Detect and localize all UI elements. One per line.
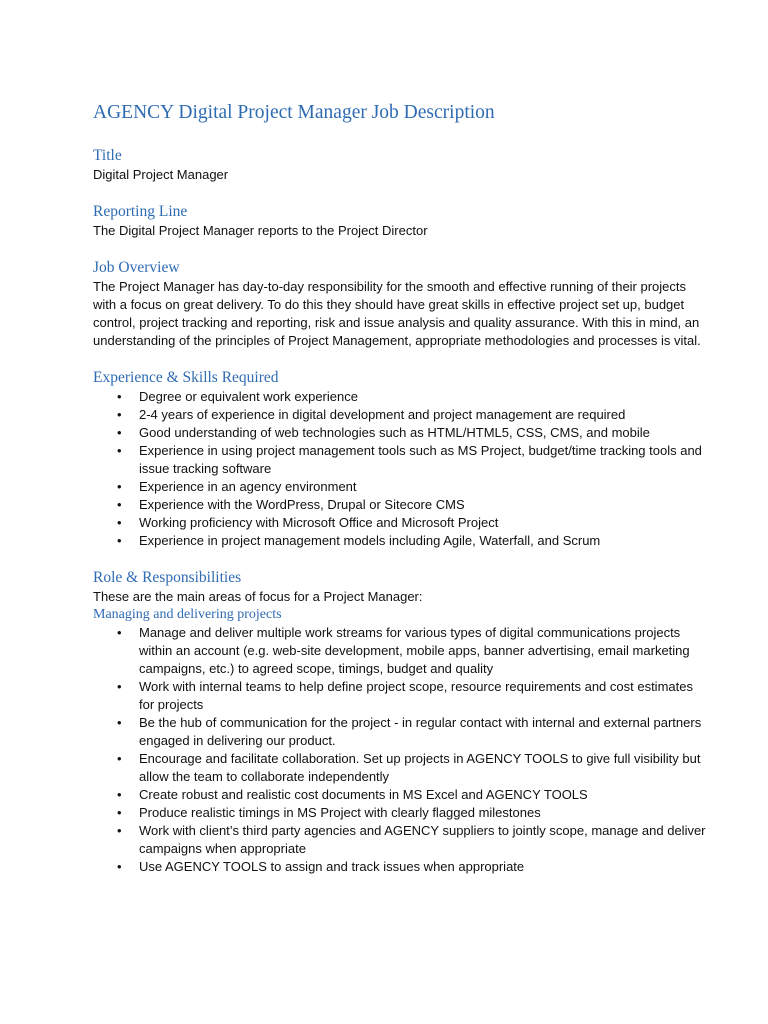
list-item xyxy=(93,786,708,804)
section-reporting-line xyxy=(93,202,708,240)
list-item xyxy=(93,406,708,424)
list-item-text: Work with internal teams to help define project scope, resource requirements and cost estimates for projects xyxy=(139,679,693,712)
list-item-text: Good understanding of web technologies such as HTML/HTML5, CSS, CMS, and mobile xyxy=(139,425,650,440)
list-item-text: Experience in an agency environment xyxy=(139,479,357,494)
list-item xyxy=(93,714,708,750)
bullet-icon: • xyxy=(117,515,122,530)
bullet-icon: • xyxy=(117,625,122,640)
bullet-icon: • xyxy=(117,805,122,820)
section-role-responsibilities xyxy=(93,568,708,876)
list-item xyxy=(93,442,708,478)
list-item-text: Create robust and realistic cost documents in MS Excel and AGENCY TOOLS xyxy=(139,787,588,802)
section-text-job-overview: The Project Manager has day-to-day responsibility for the smooth and effective running of their projects with a focus on great delivery. To do this they should have great skills in effective project set up, budget control, project tracking and reporting, risk and issue analysis and quality assurance. With this in mind, an understanding of the principles of Project Management, appropriate methodologies and processes is vital. xyxy=(93,279,701,348)
list-item xyxy=(93,750,708,786)
section-heading-experience-skills: Experience & Skills Required xyxy=(93,369,279,386)
bullet-icon: • xyxy=(117,479,122,494)
list-item xyxy=(93,532,708,550)
section-heading-reporting-line: Reporting Line xyxy=(93,203,188,220)
bullet-icon: • xyxy=(117,679,122,694)
list-item xyxy=(93,478,708,496)
bullet-icon: • xyxy=(117,715,122,730)
list-item-text: Experience in using project management tools such as MS Project, budget/time tracking tools and issue tracking software xyxy=(139,443,702,476)
bullet-icon: • xyxy=(117,497,122,512)
bullet-icon: • xyxy=(117,787,122,802)
list-item-text: Experience in project management models including Agile, Waterfall, and Scrum xyxy=(139,533,601,548)
list-item-text: Manage and deliver multiple work streams for various types of digital communications projects within an account (e.g. web-site development, mobile apps, banner advertising, email marketing campaigns, etc.) to agreed scope, timings, budget and quality xyxy=(139,625,690,676)
section-heading-title: Title xyxy=(93,147,122,164)
bullet-icon: • xyxy=(117,859,122,874)
bullet-icon: • xyxy=(117,389,122,404)
list-item xyxy=(93,678,708,714)
section-text-title: Digital Project Manager xyxy=(93,167,229,182)
list-item-text: Degree or equivalent work experience xyxy=(139,389,358,404)
section-title xyxy=(93,146,708,184)
section-heading-job-overview: Job Overview xyxy=(93,259,180,276)
list-item xyxy=(93,424,708,442)
section-intro-role-responsibilities: These are the main areas of focus for a Project Manager: xyxy=(93,589,423,604)
list-item-text: Working proficiency with Microsoft Office and Microsoft Project xyxy=(139,515,499,530)
experience-list xyxy=(93,388,708,550)
bullet-icon: • xyxy=(117,823,122,838)
section-experience-skills xyxy=(93,368,708,550)
list-item xyxy=(93,858,708,876)
list-item-text: Encourage and facilitate collaboration. Set up projects in AGENCY TOOLS to give full visibility but allow the team to collaborate independently xyxy=(139,751,701,784)
responsibilities-list xyxy=(93,624,708,876)
list-item xyxy=(93,514,708,532)
bullet-icon: • xyxy=(117,407,122,422)
list-item xyxy=(93,496,708,514)
list-item-text: Produce realistic timings in MS Project with clearly flagged milestones xyxy=(139,805,541,820)
bullet-icon: • xyxy=(117,751,122,766)
section-text-reporting-line: The Digital Project Manager reports to the Project Director xyxy=(93,223,428,238)
list-item xyxy=(93,804,708,822)
bullet-icon: • xyxy=(117,443,122,458)
section-job-overview xyxy=(93,258,708,350)
list-item xyxy=(93,822,708,858)
list-item-text: Use AGENCY TOOLS to assign and track issues when appropriate xyxy=(139,859,525,874)
list-item-text: Be the hub of communication for the project - in regular contact with internal and external partners engaged in delivering our product. xyxy=(139,715,702,748)
subsection-heading-managing-delivering: Managing and delivering projects xyxy=(93,607,282,622)
list-item-text: Experience with the WordPress, Drupal or Sitecore CMS xyxy=(139,497,465,512)
bullet-icon: • xyxy=(117,533,122,548)
list-item xyxy=(93,624,708,678)
list-item xyxy=(93,388,708,406)
list-item-text: 2-4 years of experience in digital development and project management are required xyxy=(139,407,626,422)
document-title: AGENCY Digital Project Manager Job Description xyxy=(93,102,495,123)
bullet-icon: • xyxy=(117,425,122,440)
list-item-text: Work with client’s third party agencies and AGENCY suppliers to jointly scope, manage and deliver campaigns when appropriate xyxy=(139,823,706,856)
section-heading-role-responsibilities: Role & Responsibilities xyxy=(93,569,242,586)
